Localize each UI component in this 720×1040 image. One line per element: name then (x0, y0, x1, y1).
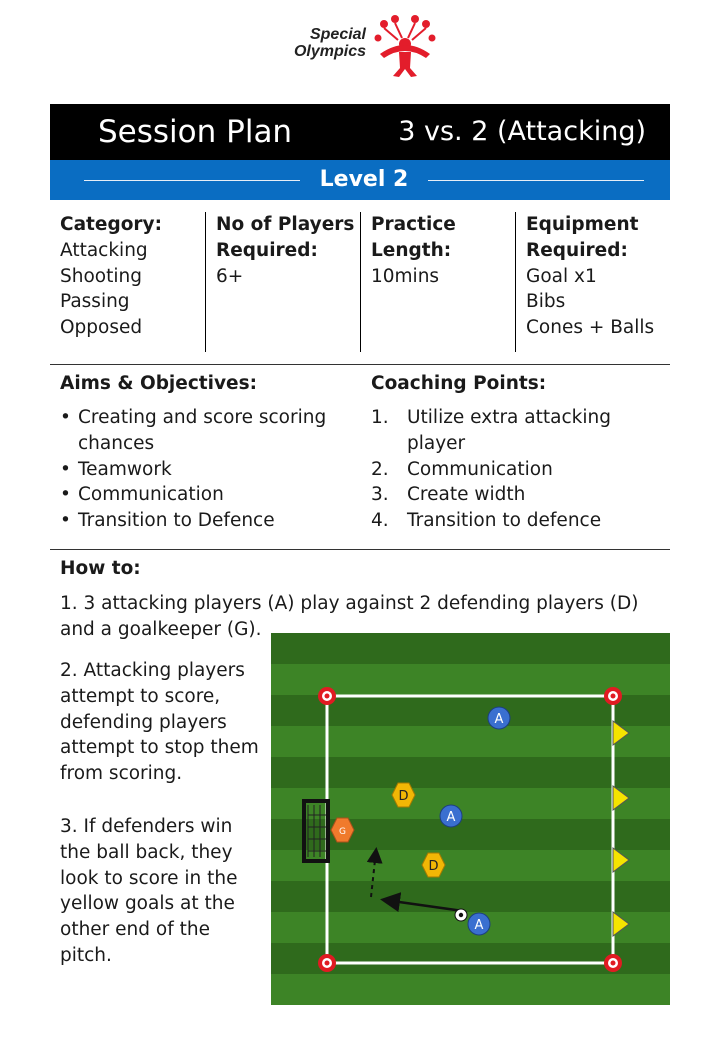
attacker-label: A (474, 918, 484, 933)
coaching-text: Transition to defence (407, 510, 602, 532)
players-value: 6+ (216, 265, 244, 287)
coaching-number: 4. (371, 510, 389, 532)
pitch-svg (271, 633, 670, 1005)
session-plan-title: Session Plan (98, 114, 293, 150)
section-divider (50, 549, 670, 550)
howto-step-2: 2. Attacking players attempt to score, defending players attempt to stop them from scoring. (60, 660, 259, 785)
coaching-item (371, 508, 651, 534)
category-item: Shooting (60, 265, 142, 287)
defender-label: D (398, 789, 409, 804)
coaching-item (371, 457, 651, 483)
attacker-player (440, 805, 462, 827)
column-divider (360, 212, 361, 352)
category-column (60, 212, 200, 352)
aims-item: • Communication (60, 482, 350, 508)
aims-title: Aims & Objectives: (60, 373, 257, 394)
equipment-item: Cones + Balls (526, 317, 655, 339)
coaching-number: 3. (371, 484, 389, 506)
equipment-column (526, 212, 670, 352)
coaching-text: Utilize extra attacking player (407, 407, 611, 454)
session-plan-header (50, 104, 670, 160)
length-column (371, 212, 511, 352)
coaching-list (371, 405, 651, 534)
coaching-number: 2. (371, 458, 389, 480)
aims-item: • Teamwork (60, 457, 350, 483)
category-item: Opposed (60, 317, 143, 339)
special-olympics-figure-icon (374, 14, 436, 78)
attacker-player (488, 707, 510, 729)
session-subtitle: 3 vs. 2 (Attacking) (398, 116, 646, 147)
cone-icon (318, 954, 336, 972)
cone-icon (318, 687, 336, 705)
category-heading: Category: (60, 214, 162, 235)
length-value: 10mins (371, 265, 440, 287)
attacker-label: A (446, 810, 456, 825)
length-heading: Practice (371, 214, 456, 235)
category-item: Attacking (60, 239, 148, 261)
coaching-text: Communication (407, 458, 553, 480)
level-divider-right (428, 180, 644, 181)
logo-wordmark (272, 26, 366, 60)
howto-step-1: 1. 3 attacking players (A) play against 2 defending players (D) and a goalkeeper (G). (60, 593, 639, 640)
length-heading-2: Length: (371, 239, 452, 261)
level-label: Level 2 (319, 167, 409, 192)
pitch-diagram (271, 633, 670, 1005)
howto-step-3: 3. If defenders win the ball back, they look to score in the yellow goals at the other end of the pitch. (60, 816, 238, 966)
level-divider-left (84, 180, 300, 181)
coaching-title: Coaching Points: (371, 373, 547, 394)
equipment-heading-2: Required: (526, 239, 628, 261)
logo-line-1: Special (309, 26, 366, 43)
attacker-label: A (494, 712, 504, 727)
equipment-item: Goal x1 (526, 265, 597, 287)
equipment-heading: Equipment (526, 214, 639, 235)
coaching-text: Create width (407, 484, 526, 506)
players-heading: No of Players (216, 214, 355, 235)
ball-icon (455, 909, 467, 921)
coaching-number: 1. (371, 407, 389, 428)
column-divider (515, 212, 516, 352)
howto-title: How to: (60, 558, 141, 579)
aims-item: • Creating and score scoring chances (60, 405, 350, 457)
aims-item: • Transition to Defence (60, 508, 350, 534)
defender-label: D (428, 859, 439, 874)
section-divider (50, 364, 670, 365)
attacker-player (468, 913, 490, 935)
players-column (216, 212, 356, 352)
coaching-item (371, 405, 651, 457)
special-olympics-logo (272, 14, 442, 78)
cone-icon (604, 687, 622, 705)
goalkeeper-label: G (339, 827, 346, 837)
coaching-item (371, 482, 651, 508)
level-banner (50, 160, 670, 200)
logo-line-2: Olympics (293, 43, 366, 60)
aims-list (60, 405, 350, 534)
cone-icon (604, 954, 622, 972)
equipment-item: Bibs (526, 291, 566, 313)
players-heading-2: Required: (216, 239, 318, 261)
category-item: Passing (60, 291, 130, 313)
column-divider (205, 212, 206, 352)
